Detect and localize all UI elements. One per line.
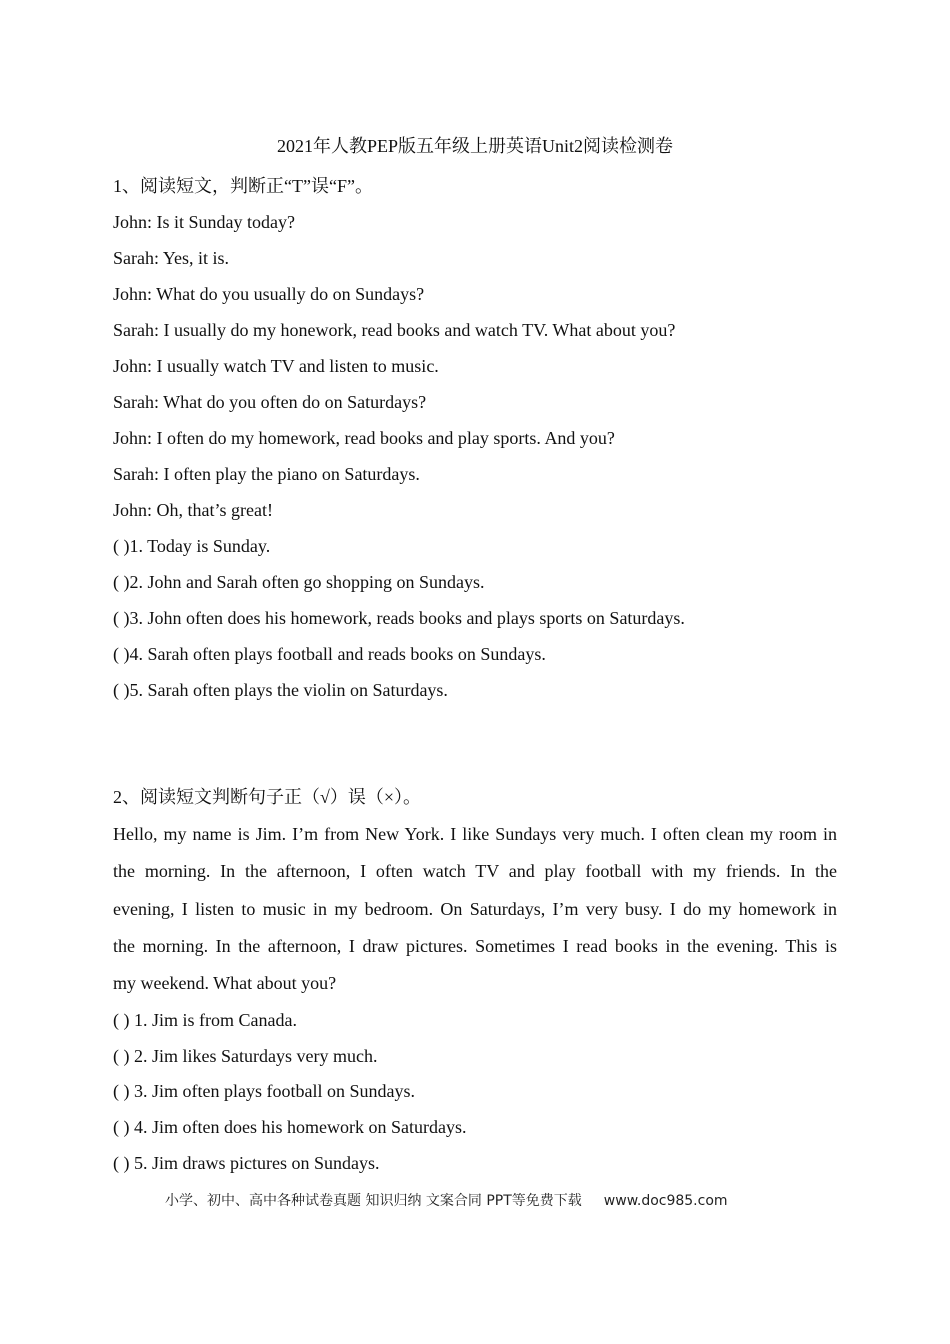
question-item: ( ) 3. Jim often plays football on Sundays.	[113, 1081, 415, 1101]
footer-url[interactable]: www.doc985.com	[603, 1193, 728, 1209]
section1-heading: 1、阅读短文，判断正“T”误“F”。	[113, 176, 373, 196]
dialogue-line: Sarah: I often play the piano on Saturdays.	[113, 464, 420, 484]
question-item: ( )5. Sarah often plays the violin on Saturdays.	[113, 680, 448, 700]
dialogue-line: Sarah: What do you often do on Saturdays?	[113, 392, 427, 412]
passage-line: Hello, my name is Jim. I’m from New York. I like Sundays very much. I often clean my room in	[113, 824, 837, 844]
question-item: ( ) 1. Jim is from Canada.	[113, 1010, 297, 1030]
dialogue-line: John: Oh, that’s great!	[113, 500, 273, 520]
dialogue-line: Sarah: Yes, it is.	[113, 248, 230, 268]
dialogue-line: John: I usually watch TV and listen to music.	[113, 356, 439, 376]
question-item: ( ) 4. Jim often does his homework on Saturdays.	[113, 1117, 467, 1137]
dialogue-line: John: What do you usually do on Sundays?	[113, 284, 425, 304]
page-footer	[165, 1190, 728, 1210]
question-item: ( )4. Sarah often plays football and reads books on Sundays.	[113, 644, 546, 664]
question-item: ( ) 2. Jim likes Saturdays very much.	[113, 1046, 378, 1066]
document-title: 2021年人教PEP版五年级上册英语Unit2阅读检测卷	[276, 136, 674, 156]
question-item: ( )1. Today is Sunday.	[113, 536, 271, 556]
dialogue-line: John: Is it Sunday today?	[113, 212, 295, 232]
passage-line: the morning. In the afternoon, I draw pictures. Sometimes I read books in the evening. This is	[113, 936, 837, 956]
dialogue-line: John: I often do my homework, read books and play sports. And you?	[113, 428, 615, 448]
dialogue-line: Sarah: I usually do my honework, read books and watch TV. What about you?	[113, 320, 676, 340]
passage-line: the morning. In the afternoon, I often watch TV and play football with my friends. In the	[113, 861, 837, 881]
footer-text: 小学、初中、高中各种试卷真题 知识归纳 文案合同 PPT等免费下载	[165, 1193, 582, 1209]
section2-heading: 2、阅读短文判断句子正（√）误（×）。	[113, 787, 422, 807]
question-item: ( )2. John and Sarah often go shopping on Sundays.	[113, 572, 485, 592]
passage-line: my weekend. What about you?	[113, 973, 337, 993]
question-item: ( )3. John often does his homework, reads books and plays sports on Saturdays.	[113, 608, 685, 628]
passage-line: evening, I listen to music in my bedroom. On Saturdays, I’m very busy. I do my homework in	[113, 899, 837, 919]
question-item: ( ) 5. Jim draws pictures on Sundays.	[113, 1153, 380, 1173]
